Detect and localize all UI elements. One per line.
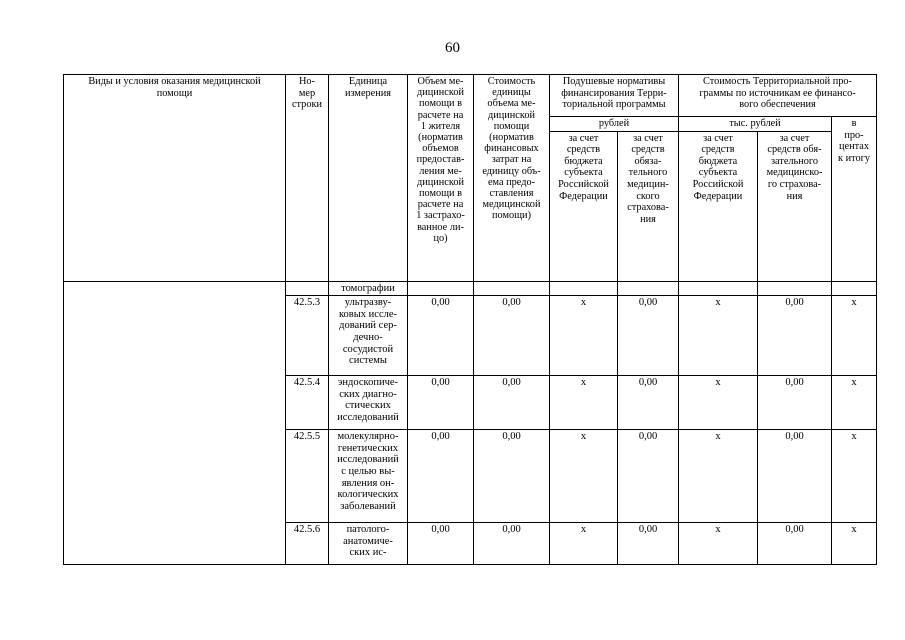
cost-cell: 0,00 (474, 523, 550, 565)
volume-cell (408, 281, 474, 296)
oms-thous-cell (758, 281, 832, 296)
budget-thous-cell: x (679, 523, 758, 565)
volume-cell: 0,00 (408, 523, 474, 565)
table-body (64, 281, 877, 565)
budget-rub-cell: x (550, 296, 618, 376)
row-number-cell: 42.5.6 (286, 523, 329, 565)
header-type: Виды и условия оказания медицинской помощи (64, 75, 286, 282)
budget-thous-cell: x (679, 430, 758, 523)
percent-cell: x (832, 376, 877, 430)
cost-cell: 0,00 (474, 296, 550, 376)
cost-cell (474, 281, 550, 296)
budget-thous-cell: x (679, 376, 758, 430)
header-row-number: Но- мер строки (286, 75, 329, 282)
header-unit: Единица измерения (329, 75, 408, 282)
header-oms-rub: за счет средств обяза- тельного медицин- ского страхова- ния (618, 131, 679, 281)
unit-cell: ультразву- ковых иссле- дований сер- дечно- сосудистой системы (329, 296, 408, 376)
budget-rub-cell (550, 281, 618, 296)
budget-thous-cell (679, 281, 758, 296)
percent-cell (832, 281, 877, 296)
header-unit-rub: рублей (550, 117, 679, 132)
oms-thous-cell: 0,00 (758, 376, 832, 430)
header-unit-thous: тыс. рублей (679, 117, 832, 132)
volume-cell: 0,00 (408, 296, 474, 376)
table-header (64, 75, 877, 282)
budget-thous-cell: x (679, 296, 758, 376)
percent-cell: x (832, 523, 877, 565)
budget-rub-cell: x (550, 430, 618, 523)
unit-cell: эндоскопиче- ских диагно- стических исследований (329, 376, 408, 430)
volume-cell: 0,00 (408, 430, 474, 523)
header-cost: Стоимость единицы объема ме- дицинской помощи (норматив финансовых затрат на единицу объ- ема предо- ставления медицинской помощи) (474, 75, 550, 282)
oms-rub-cell (618, 281, 679, 296)
header-group-norms: Подушевые нормативы финансирования Терри- ториальной программы (550, 75, 679, 117)
row-number-cell (286, 281, 329, 296)
volume-cell: 0,00 (408, 376, 474, 430)
header-budget-rub: за счет средств бюджета субъекта Российской Федерации (550, 131, 618, 281)
header-percent (832, 117, 877, 282)
table-row (64, 281, 877, 296)
header-percent-label: про- центах к итогу (838, 129, 870, 164)
oms-thous-cell: 0,00 (758, 430, 832, 523)
header-oms-thous: за счет средств обя- зательного медицинско- го страхова- ния (758, 131, 832, 281)
row-number-cell: 42.5.3 (286, 296, 329, 376)
row-number-cell: 42.5.5 (286, 430, 329, 523)
unit-cell: молекулярно- генетических исследований с целью вы- явления он- кологических заболеваний (329, 430, 408, 523)
oms-thous-cell: 0,00 (758, 296, 832, 376)
budget-rub-cell: x (550, 376, 618, 430)
oms-rub-cell: 0,00 (618, 430, 679, 523)
percent-cell: x (832, 430, 877, 523)
cost-cell: 0,00 (474, 376, 550, 430)
oms-rub-cell: 0,00 (618, 376, 679, 430)
row-number-cell: 42.5.4 (286, 376, 329, 430)
oms-thous-cell: 0,00 (758, 523, 832, 565)
header-percent-top: в (851, 118, 857, 129)
page-number: 60 (445, 40, 460, 56)
cost-cell: 0,00 (474, 430, 550, 523)
percent-cell: x (832, 296, 877, 376)
header-budget-thous: за счет средств бюджета субъекта Российской Федерации (679, 131, 758, 281)
oms-rub-cell: 0,00 (618, 523, 679, 565)
type-cell (64, 281, 286, 565)
header-group-cost-program: Стоимость Территориальной про- граммы по источникам ее финансо- вого обеспечения (679, 75, 877, 117)
unit-cell: патолого- анатомиче- ских ис- (329, 523, 408, 565)
budget-rub-cell: x (550, 523, 618, 565)
header-volume: Объем ме- дицинской помощи в расчете на 1 жителя (норматив объемов предостав- ления ме- дицинской помощи в расчете на 1 застрахо- ванное ли- цо) (408, 75, 474, 282)
oms-rub-cell: 0,00 (618, 296, 679, 376)
unit-cell: томографии (329, 281, 408, 296)
financing-table (63, 74, 877, 565)
